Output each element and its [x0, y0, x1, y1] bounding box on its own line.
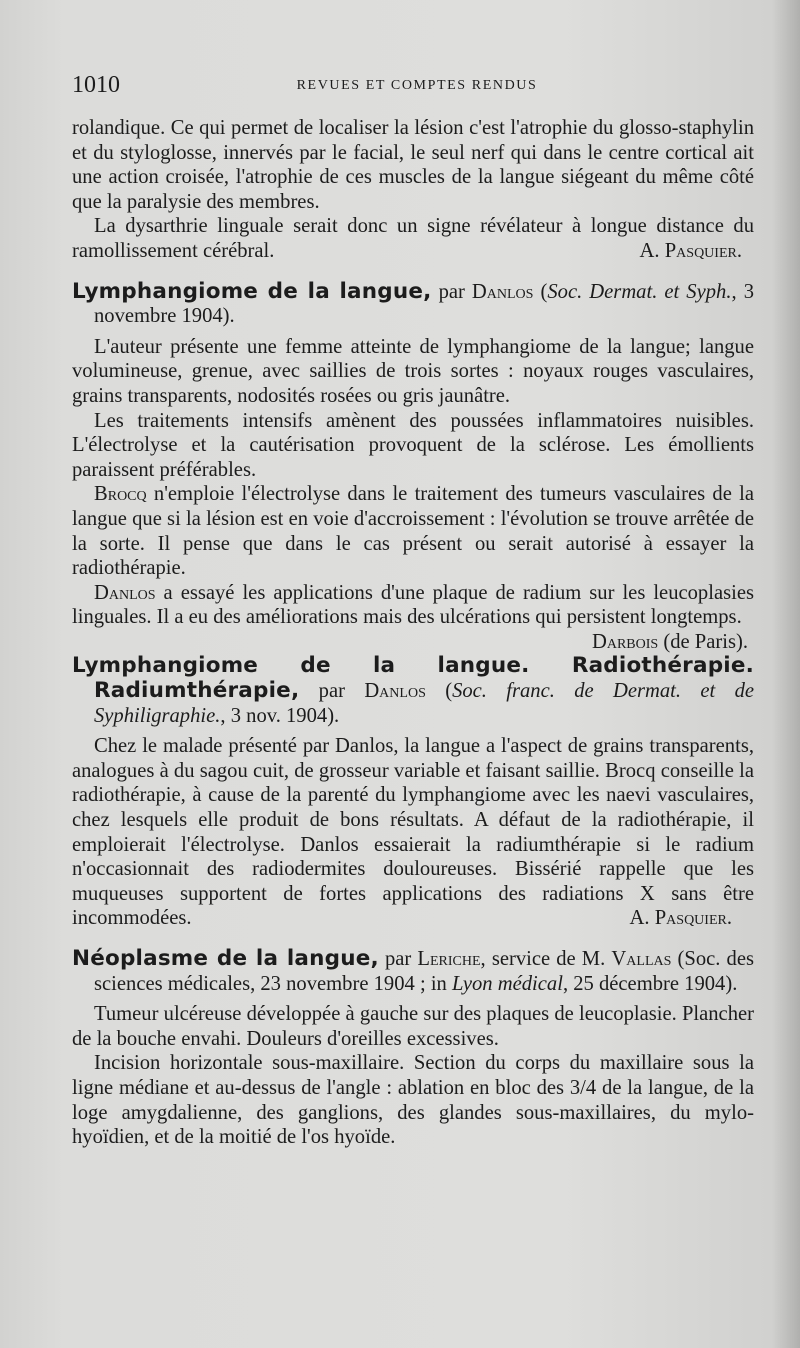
- article-3: [72, 947, 754, 1150]
- intro-paragraph-1: rolandique. Ce qui permet de localiser la lésion c'est l'atrophie du glosso-staphylin et du styloglosse, innervés par le facial, le seul nerf qui dans le centre cortical ait une action croisée, l'atrophie de ces muscles de la langue siégeant du même côté que la paralysie des membres.: [72, 117, 754, 213]
- article-1-signature-name: Darbois: [591, 630, 659, 653]
- article-2-source: Soc. franc. de Dermat. et de Syphiligraphie.: [94, 680, 755, 727]
- article-3-date: , 25 décembre 1904).: [562, 972, 738, 995]
- article-1-paragraph-3-author: Brocq: [94, 483, 147, 506]
- intro-paragraph-2: [72, 214, 754, 263]
- article-3-journal: Lyon médical: [452, 972, 563, 995]
- article-1-paragraph-3-text: n'emploie l'électrolyse dans le traitement des tumeurs vasculaires de la langue que si la lésion est en voie d'accroissement : l'évolution se trouve arrêtée de la sorte. Il pense que dans le cas présent ou serait autorisé à essayer la radiothérapie.: [72, 483, 754, 580]
- article-3-title: Néoplasme de la langue,: [72, 946, 379, 971]
- article-1-paragraph-4-author: Danlos: [94, 581, 156, 604]
- intro-signature: A. Pasquier.: [639, 239, 742, 262]
- article-2-heading: [72, 654, 754, 728]
- article-1-source: Soc. Dermat. et Syph.: [547, 280, 732, 303]
- article-1-paragraph-3: [72, 482, 754, 580]
- article-3-by: par: [384, 948, 412, 970]
- article-1-source-open: (: [540, 280, 548, 303]
- article-1-paragraph-4-text: a essayé les applications d'une plaque de radium sur les leucoplasies linguales. Il a eu des améliorations mais des ulcérations qui persistent longtemps.: [72, 581, 754, 629]
- article-2-by: par: [318, 680, 345, 703]
- article-2-date: , 3 nov. 1904).: [220, 704, 340, 727]
- article-3-service: , service de M.: [480, 948, 606, 970]
- article-1-paragraph-2: Les traitements intensifs amènent des poussées inflammatoires nuisibles. L'électrolyse et la cautérisation provoquent de la sclérose. Les émollients paraissent préférables.: [72, 409, 754, 481]
- article-3-heading: [72, 947, 754, 996]
- intro-paragraph-2-text: La dysarthrie linguale serait donc un signe révélateur à longue distance du ramollissement cérébral.: [72, 215, 754, 262]
- article-2-title: Lymphangiome de la langue. Radiothérapie. Radiumthérapie,: [72, 653, 754, 704]
- article-2-author: Danlos: [364, 680, 426, 703]
- article-1-paragraph-1: L'auteur présente une femme atteinte de lymphangiome de la langue; langue volumineuse, grenue, avec saillies de trois sortes : noyaux rouges vasculaires, grains transparents, nodosités rosées ou gris jaunâtre.: [72, 335, 754, 407]
- article-1-title: Lymphangiome de la langue,: [72, 278, 432, 304]
- article-3-paragraph-2: Incision horizontale sous-maxillaire. Section du corps du maxillaire sous la ligne médiane et au-dessus de l'angle : ablation en bloc des 3/4 de la langue, de la loge amygdalienne, des ganglions, des glandes sous-maxillaires, du mylo-hyoïdien, et de la moitié de l'os hyoïde.: [72, 1052, 754, 1149]
- article-1-author: Danlos: [471, 280, 534, 303]
- article-1-signature-place: (de Paris).: [658, 630, 748, 653]
- article-1-paragraph-4: [72, 581, 754, 653]
- article-3-author: Leriche: [417, 948, 481, 970]
- page-body: [72, 116, 754, 1150]
- article-3-source: (Soc. des sciences médicales, 23 novembre 1904 ; in: [94, 948, 754, 995]
- running-title: REVUES ET COMPTES RENDUS: [296, 78, 538, 93]
- article-2: [72, 654, 754, 931]
- article-1-signature: [570, 630, 748, 655]
- article-2-source-open: (: [445, 680, 453, 703]
- article-2-paragraph-1: [72, 734, 754, 931]
- article-2-paragraph-1-text: Chez le malade présenté par Danlos, la langue a l'aspect de grains transparents, analogues à du sagou cuit, de grosseur variable et faisant saillie. Brocq conseille la radiothérapie, à cause de la parenté du lymphangiome avec les naevi vasculaires, chez lesquels elle produit de bons résultats. A défaut de la radiothérapie, il emploierait l'électrolyse. Danlos essaierait la radiumthérapie si le radium n'occasionnait des radiodermites douloureuses. Bissérié rappelle que les muqueuses supportent de fortes applications des radiations X sans être incommodées.: [72, 735, 754, 930]
- article-1-heading: [72, 280, 754, 329]
- article-3-paragraph-1: Tumeur ulcéreuse développée à gauche sur des plaques de leucoplasie. Plancher de la bouche envahi. Douleurs d'oreilles excessives.: [72, 1003, 754, 1050]
- article-1: [72, 278, 754, 653]
- article-2-signature: A. Pasquier.: [629, 907, 732, 930]
- article-3-chief: Vallas: [611, 948, 672, 970]
- article-1-by: par: [438, 280, 465, 303]
- article-1-date: , 3 novembre 1904).: [94, 280, 754, 328]
- page-number: 1010: [72, 72, 120, 98]
- running-head: [72, 72, 762, 100]
